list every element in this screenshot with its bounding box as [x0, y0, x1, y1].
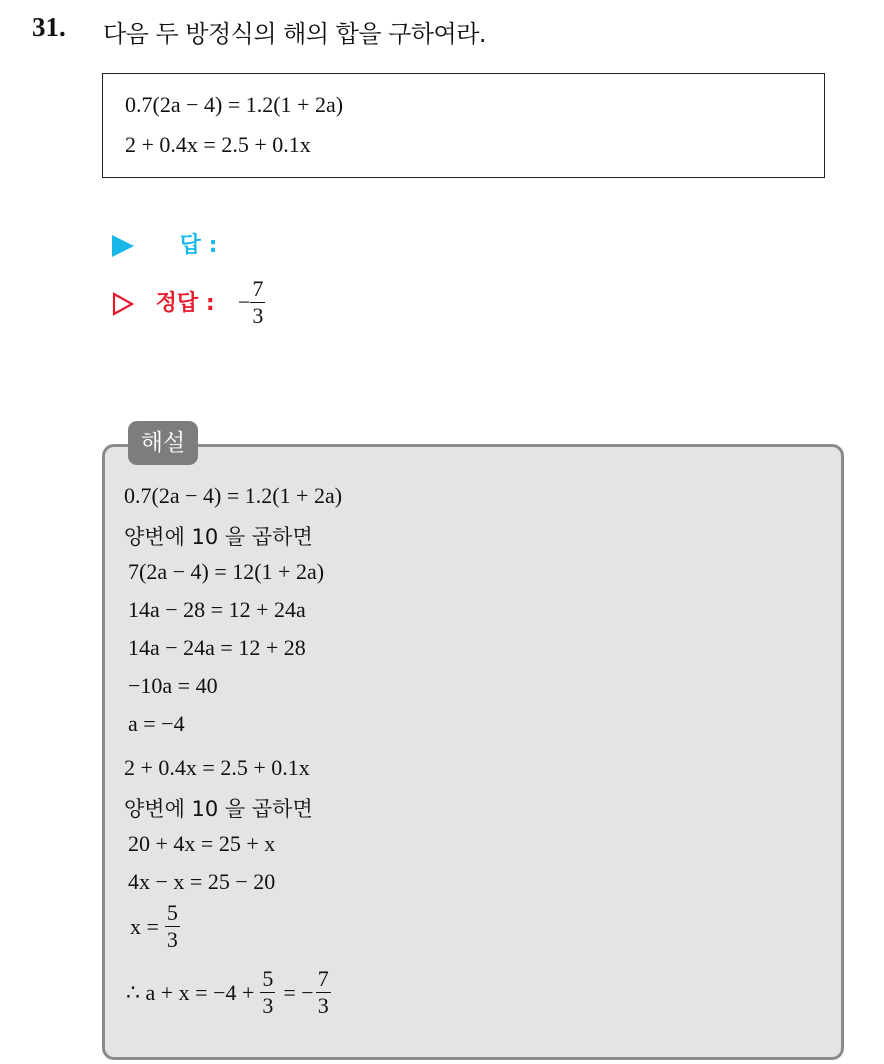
correct-answer-row	[112, 286, 215, 317]
solution-line: 20 + 4x = 25 + x	[128, 831, 276, 856]
answer-denominator: 3	[252, 303, 264, 328]
final-prefix: ∴ a + x = −4 +	[126, 979, 255, 1005]
answer-row	[112, 228, 217, 259]
answer-label: 답 :	[179, 233, 218, 258]
x-value-line	[130, 900, 180, 953]
solution-line: 양변에 10 을 곱하면	[124, 797, 313, 821]
final-fraction-2-denominator: 3	[317, 993, 329, 1018]
correct-label: 정답 :	[155, 291, 215, 316]
final-mid: = −	[283, 979, 314, 1005]
final-fraction-2	[316, 966, 331, 1019]
answer-fraction	[250, 276, 265, 329]
play-triangle-icon	[112, 235, 134, 257]
answer-sign: −	[238, 289, 251, 315]
solution-line: 14a − 24a = 12 + 28	[128, 635, 306, 660]
solution-line: −10a = 40	[128, 673, 218, 698]
solution-line: 7(2a − 4) = 12(1 + 2a)	[128, 559, 325, 584]
solution-line: 0.7(2a − 4) = 1.2(1 + 2a)	[124, 483, 343, 508]
question-text: 다음 두 방정식의 해의 합을 구하여라.	[103, 20, 487, 48]
solution-line: 2 + 0.4x = 2.5 + 0.1x	[124, 755, 310, 780]
solution-line: 14a − 28 = 12 + 24a	[128, 597, 306, 622]
solution-line: 양변에 10 을 곱하면	[124, 525, 313, 549]
equation-line-1: 0.7(2a − 4) = 1.2(1 + 2a)	[125, 92, 344, 117]
final-fraction-1-denominator: 3	[262, 993, 274, 1018]
solution-tag: 해설	[128, 421, 198, 465]
final-line	[126, 966, 331, 1019]
answer-numerator: 7	[252, 276, 264, 301]
x-lhs: x =	[130, 913, 159, 939]
equation-box	[102, 73, 825, 178]
final-fraction-2-numerator: 7	[317, 966, 329, 991]
x-denominator: 3	[166, 927, 178, 952]
final-fraction-1-numerator: 5	[262, 966, 274, 991]
solution-line: 4x − x = 25 − 20	[128, 869, 276, 894]
final-fraction-1	[260, 966, 275, 1019]
outline-triangle-icon	[112, 292, 134, 316]
equation-line-2: 2 + 0.4x = 2.5 + 0.1x	[125, 132, 311, 157]
x-numerator: 5	[166, 900, 178, 925]
solution-line: a = −4	[128, 711, 185, 736]
correct-answer-value	[238, 276, 265, 329]
question-number: 31.	[32, 12, 66, 42]
x-fraction	[165, 900, 180, 953]
